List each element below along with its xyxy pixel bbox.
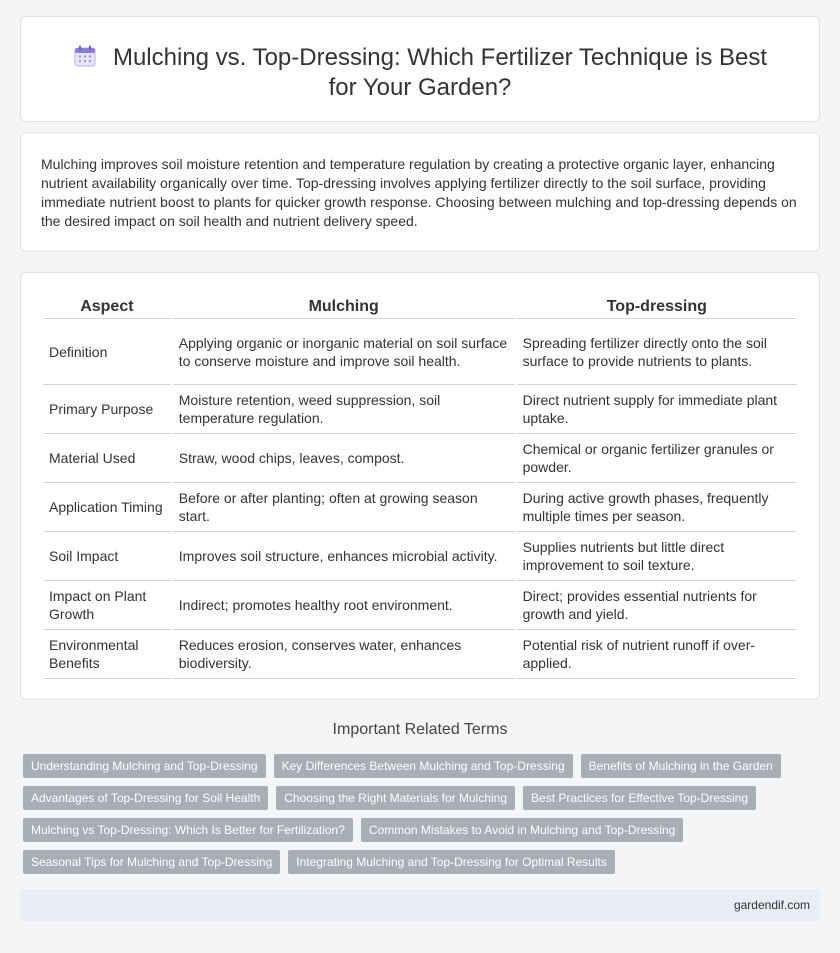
top-dressing-cell: Supplies nutrients but little direct improvement to soil texture. [517,532,797,581]
mulching-cell: Straw, wood chips, leaves, compost. [173,434,515,483]
intro-text: Mulching improves soil moisture retention and temperature regulation by creating a protective organic layer, enhancing nutrient availability organically over time. Top-dressing involves applying fertilizer directly to the soil surface, providing immediate nutrient boost to plants for quicker growth response. Choosing between mulching and top-dressing depends on the desired impact on soil health and nutrient delivery speed. [41,156,797,229]
mulching-cell: Reduces erosion, conserves water, enhances biodiversity. [173,630,515,679]
table-row [43,581,797,630]
mulching-cell: Applying organic or inorganic material on soil surface to conserve moisture and improve soil health. [173,319,515,385]
top-dressing-cell: Direct nutrient supply for immediate plant uptake. [517,385,797,434]
table-row [43,319,797,385]
page-title-wrap [61,43,779,103]
title-card [20,16,820,122]
table-header-row [43,293,797,319]
page-title: Mulching vs. Top-Dressing: Which Fertilizer Technique is Best for Your Garden? [112,44,768,101]
tag-row [23,850,813,874]
related-term-link[interactable]: Seasonal Tips for Mulching and Top-Dressing [23,850,280,874]
aspect-cell: Impact on Plant Growth [43,581,171,630]
related-terms-heading: Important Related Terms [332,721,508,738]
related-term-link[interactable]: Integrating Mulching and Top-Dressing for Optimal Results [288,850,615,874]
intro-card [20,132,820,252]
related-term-link[interactable]: Key Differences Between Mulching and Top-Dressing [274,754,573,778]
calendar-icon [73,44,97,68]
table-row [43,532,797,581]
related-term-link[interactable]: Mulching vs Top-Dressing: Which Is Better for Fertilization? [23,818,353,842]
mulching-cell: Improves soil structure, enhances microbial activity. [173,532,515,581]
mulching-cell: Before or after planting; often at growing season start. [173,483,515,532]
comparison-table [41,293,799,679]
tag-row [23,786,813,810]
related-term-link[interactable]: Best Practices for Effective Top-Dressing [523,786,756,810]
table-row [43,385,797,434]
related-term-link[interactable]: Common Mistakes to Avoid in Mulching and Top-Dressing [361,818,683,842]
tag-row [23,818,813,842]
header-top-dressing: Top-dressing [517,293,797,319]
footer-domain: gardendif.com [733,898,810,912]
table-row [43,483,797,532]
aspect-cell: Definition [43,319,171,385]
related-term-link[interactable]: Advantages of Top-Dressing for Soil Health [23,786,268,810]
related-terms-list [23,754,813,882]
header-mulching: Mulching [173,293,515,319]
related-term-link[interactable]: Benefits of Mulching in the Garden [581,754,781,778]
aspect-cell: Application Timing [43,483,171,532]
table-row [43,630,797,679]
top-dressing-cell: Chemical or organic fertilizer granules or powder. [517,434,797,483]
table-row [43,434,797,483]
related-term-link[interactable]: Understanding Mulching and Top-Dressing [23,754,266,778]
aspect-cell: Material Used [43,434,171,483]
comparison-card [20,272,820,700]
tag-row [23,754,813,778]
top-dressing-cell: Potential risk of nutrient runoff if over-applied. [517,630,797,679]
top-dressing-cell: Direct; provides essential nutrients for growth and yield. [517,581,797,630]
aspect-cell: Environmental Benefits [43,630,171,679]
header-aspect: Aspect [43,293,171,319]
top-dressing-cell: During active growth phases, frequently multiple times per season. [517,483,797,532]
related-term-link[interactable]: Choosing the Right Materials for Mulching [276,786,515,810]
aspect-cell: Primary Purpose [43,385,171,434]
mulching-cell: Moisture retention, weed suppression, soil temperature regulation. [173,385,515,434]
mulching-cell: Indirect; promotes healthy root environment. [173,581,515,630]
top-dressing-cell: Spreading fertilizer directly onto the soil surface to provide nutrients to plants. [517,319,797,385]
footer [20,889,820,921]
aspect-cell: Soil Impact [43,532,171,581]
